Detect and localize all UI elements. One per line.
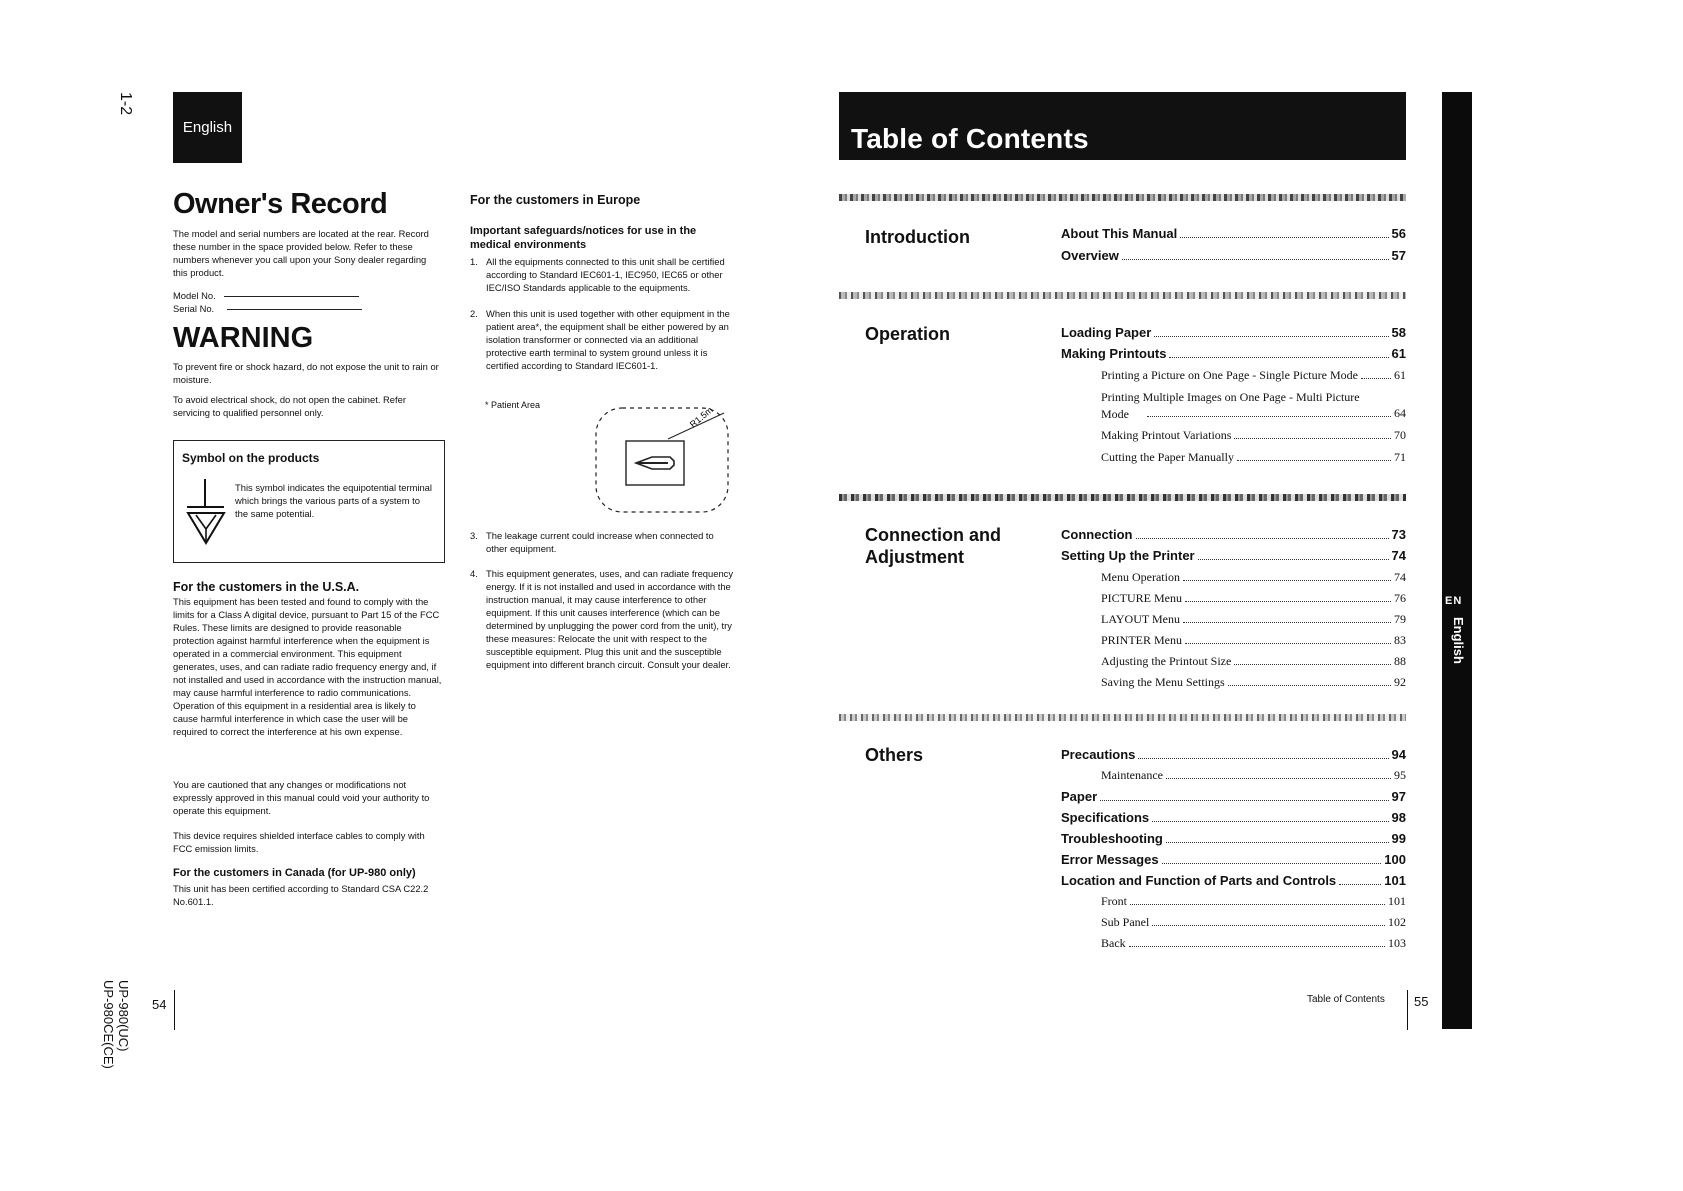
symbol-box-text: This symbol indicates the equipotential terminal which brings the various parts of a system to the same potential. (235, 482, 432, 519)
toc-subentry[interactable]: Adjusting the Printout Size 88 (1101, 654, 1406, 668)
europe-item-1: 1. All the equipments connected to this unit shall be certified according to Standard IEC601-1, IEC950, IEC65 or other IEC/ISO Standards applicable to the equipments. (470, 256, 725, 293)
toc-subentry[interactable]: Menu Operation 74 (1101, 570, 1406, 584)
language-tab: English (173, 92, 242, 163)
toc-subentry-wrapped[interactable]: Printing Multiple Images on One Page - Multi Picture Mode (1101, 390, 1360, 421)
warning-text-1: To prevent fire or shock hazard, do not expose the unit to rain or moisture. (173, 361, 439, 385)
toc-entry[interactable]: Troubleshooting 99 (1061, 831, 1406, 846)
europe-important-heading: Important safeguards/notices for use in the medical environments (470, 225, 697, 251)
separator-band (839, 714, 1406, 721)
europe-item-3: 3. The leakage current could increase when connected to other equipment. (470, 530, 714, 554)
canada-heading: For the customers in Canada (for UP-980 only) (173, 867, 416, 879)
toc-subentry[interactable]: Cutting the Paper Manually 71 (1101, 450, 1406, 464)
side-tab-label: English (1451, 617, 1466, 664)
canada-text: This unit has been certified according to Standard CSA C22.2 No.601.1. (173, 883, 429, 907)
patient-area-figure (590, 403, 735, 518)
toc-entry[interactable]: Overview 57 (1061, 248, 1406, 263)
toc-subentry[interactable]: LAYOUT Menu 79 (1101, 612, 1406, 626)
page-title: Table of Contents (851, 123, 1089, 154)
side-page-reference: 1-2 (117, 92, 134, 116)
section-heading-introduction: Introduction (865, 227, 970, 247)
usa-heading: For the customers in the U.S.A. (173, 580, 360, 594)
europe-item-4: 4. This equipment generates, uses, and can radiate frequency energy. If it is not installed and used in accordance with the instruction manual, it may cause interference to other equipment. If this unit causes interference (which can be determined by unplugging the power cord from the unit), try these measures: Relocate the unit with respect to the susceptible equipment. Plug this unit and the susceptible equipment into different branch circuit. Consult your dealer. (470, 568, 734, 670)
symbol-box (173, 440, 445, 563)
toc-subentry[interactable]: Maintenance 95 (1101, 768, 1406, 782)
figure-radius-label: R1.5m (687, 404, 715, 430)
english-side-tab (1442, 92, 1472, 1029)
toc-subentry[interactable]: Printing a Picture on One Page - Single Picture Mode 61 (1101, 368, 1406, 382)
toc-subentry[interactable]: Back 103 (1101, 936, 1406, 950)
usa-text: This equipment has been tested and found to comply with the limits for a Class A digital device, pursuant to Part 15 of the FCC Rules. These limits are designed to provide reasonable protection against harmful interference when the equipment is operated in a commercial environment. This equipment generates, uses, and can radiate radio frequency energy and, if not installed and used in accordance with the instruction manual, may cause harmful interference to radio communications. Operation of this equipment in a residential area is likely to cause harmful interference in which case the user will be required to correct the interference at his own expense. (173, 596, 442, 737)
equipotential-icon (184, 477, 230, 549)
usa-shielded-text: This device requires shielded interface cables to comply with FCC emission limits. (173, 830, 425, 854)
toc-subentry[interactable]: Sub Panel 102 (1101, 915, 1406, 929)
warning-title: WARNING (173, 322, 314, 354)
toc-subentry[interactable]: PICTURE Menu 76 (1101, 591, 1406, 605)
patient-area-note: * Patient Area (485, 400, 541, 410)
section-heading-others: Others (865, 745, 924, 765)
toc-entry[interactable]: About This Manual 56 (1061, 226, 1406, 241)
toc-subentry-wrapped-page: 64 (1116, 406, 1406, 421)
separator-band (839, 194, 1406, 201)
toc-subentry[interactable]: Saving the Menu Settings 92 (1101, 675, 1406, 689)
warning-text-2: To avoid electrical shock, do not open the cabinet. Refer servicing to qualified personnel only. (173, 394, 406, 418)
model-number-field: Model No. (173, 290, 359, 301)
europe-heading: For the customers in Europe (470, 193, 641, 207)
serial-number-field: Serial No. (173, 303, 362, 314)
toc-subentry[interactable]: Making Printout Variations 70 (1101, 428, 1406, 442)
toc-entry[interactable]: Error Messages 100 (1061, 852, 1406, 867)
owners-record-text: The model and serial numbers are located at the rear. Record these number in the space provided below. Refer to these numbers whenever you call upon your Sony dealer regarding this product. (173, 228, 429, 278)
owners-record-title: Owner's Record (173, 188, 388, 220)
footer-label: Table of Contents (1307, 994, 1385, 1005)
section-heading-connection: Connection and Adjustment (865, 525, 1001, 567)
left-page-number: 54 (152, 997, 167, 1012)
toc-entry[interactable]: Precautions 94 (1061, 747, 1406, 762)
left-page-rule (174, 990, 175, 1030)
toc-entry[interactable]: Connection 73 (1061, 527, 1406, 542)
toc-entry[interactable]: Loading Paper 58 (1061, 325, 1406, 340)
toc-entry[interactable]: Setting Up the Printer 74 (1061, 548, 1406, 563)
toc-header (839, 92, 1406, 160)
right-page-rule (1407, 990, 1408, 1030)
symbol-box-title: Symbol on the products (182, 451, 320, 465)
toc-entry[interactable]: Location and Function of Parts and Controls 101 (1061, 873, 1406, 888)
toc-subentry[interactable]: PRINTER Menu 83 (1101, 633, 1406, 647)
side-tab-code: EN (1445, 595, 1463, 607)
toc-entry[interactable]: Specifications 98 (1061, 810, 1406, 825)
separator-band (839, 292, 1406, 299)
usa-caution-text: You are cautioned that any changes or modifications not expressly approved in this manual could void your authority to operate this equipment. (173, 779, 430, 816)
toc-entry[interactable]: Making Printouts 61 (1061, 346, 1406, 361)
right-page-number: 55 (1414, 994, 1429, 1009)
toc-subentry[interactable]: Front 101 (1101, 894, 1406, 908)
side-model-numbers: UP-980(UC) UP-980CE(CE) (101, 980, 131, 1069)
separator-band (839, 494, 1406, 501)
toc-entry[interactable]: Paper 97 (1061, 789, 1406, 804)
europe-item-2: 2. When this unit is used together with other equipment in the patient area*, the equipment shall be either powered by an isolation transformer or connected via an additional protective earth terminal to system ground unless it is certified according to Standard IEC601-1. (470, 308, 730, 371)
section-heading-operation: Operation (865, 324, 951, 344)
